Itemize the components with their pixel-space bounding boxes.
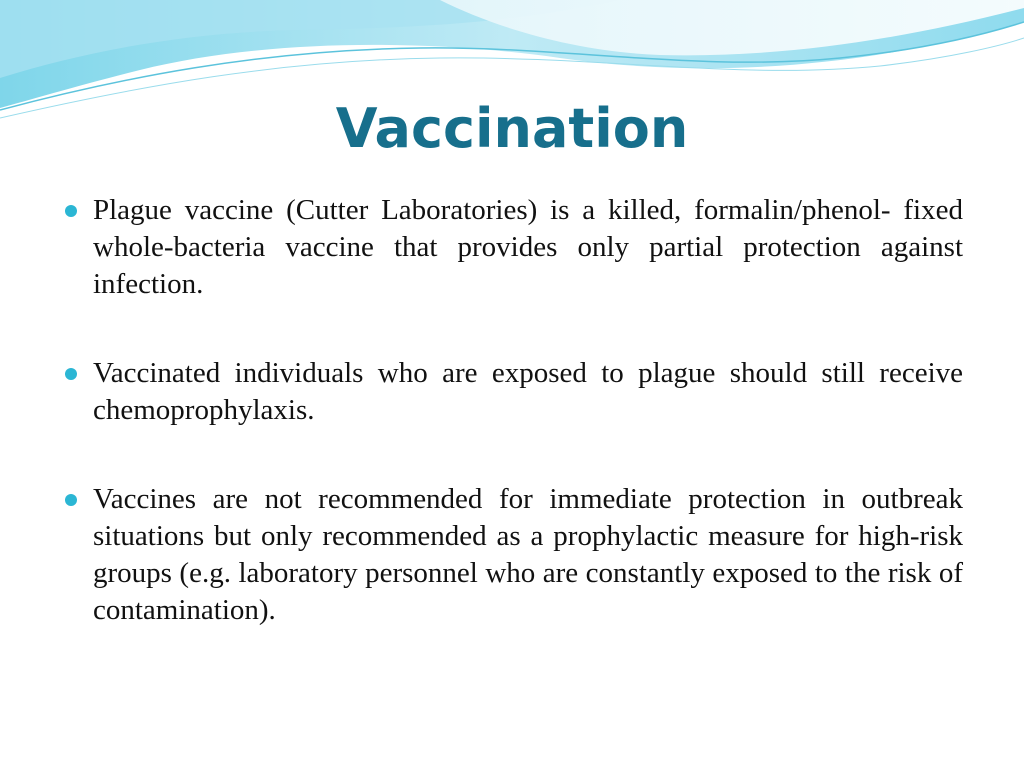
bullet-dot-icon [65, 494, 77, 506]
bullet-text: Plague vaccine (Cutter Laboratories) is a killed, formalin/phenol- fixed whole-bacteria vaccine that provides only partial protection against infection. [93, 194, 963, 300]
bullet-item [0, 355, 963, 429]
slide-title: Vaccination [335, 97, 689, 160]
bullet-list [0, 192, 1024, 681]
bullet-dot-icon [65, 368, 77, 380]
bullet-text: Vaccinated individuals who are exposed to plague should still receive chemoprophylaxis. [93, 357, 963, 426]
bullet-text: Vaccines are not recommended for immediate protection in outbreak situations but only recommended as a prophylactic measure for high-risk groups (e.g. laboratory personnel who are constantly exposed to the risk of contamination). [93, 483, 963, 626]
bullet-item [0, 481, 963, 629]
bullet-dot-icon [65, 205, 77, 217]
bullet-item [0, 192, 963, 303]
